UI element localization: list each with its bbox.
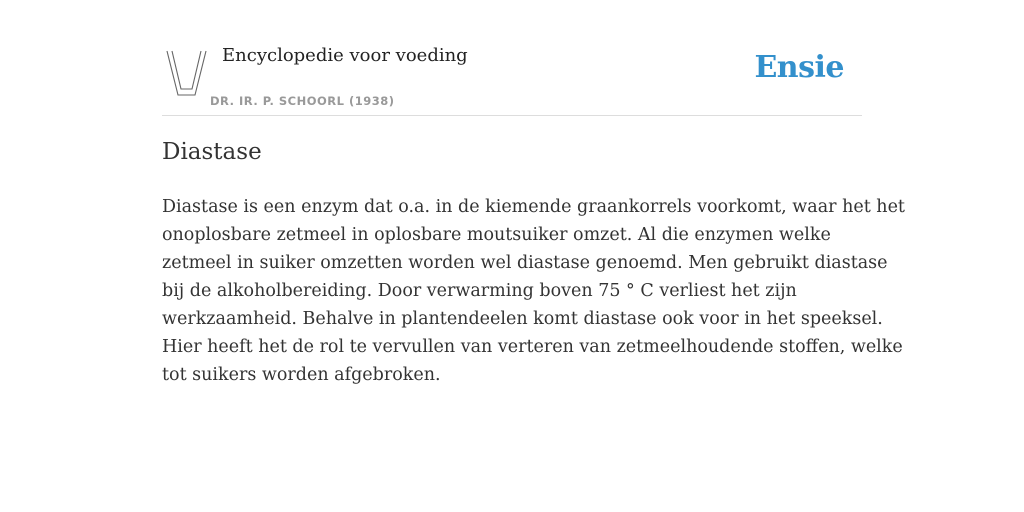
- entry-text-line: werkzaamheid. Behalve in plantendeelen komt diastase ook voor in het speeksel.: [162, 309, 883, 329]
- entry-text-line: Diastase is een enzym dat o.a. in de kiemende graankorrels voorkomt, waar het het: [162, 197, 905, 217]
- entry-text-line: zetmeel in suiker omzetten worden wel diastase genoemd. Men gebruikt diastase: [162, 253, 888, 273]
- entry-title: Diastase: [162, 139, 262, 165]
- v-logo-icon[interactable]: [166, 49, 208, 97]
- entry-text-line: tot suikers worden afgebroken.: [162, 365, 441, 385]
- entry-text-line: onoplosbare zetmeel in oplosbare moutsuiker omzet. Al die enzymen welke: [162, 225, 831, 245]
- publication-author: DR. IR. P. SCHOORL (1938): [210, 94, 395, 108]
- ensie-brand-link[interactable]: Ensie: [754, 50, 844, 85]
- page-header: [162, 40, 862, 116]
- entry-body: [162, 193, 905, 389]
- publication-title: Encyclopedie voor voeding: [222, 45, 468, 66]
- entry-text-line: bij de alkoholbereiding. Door verwarming boven 75 ° C verliest het zijn: [162, 281, 797, 301]
- entry-text-line: Hier heeft het de rol te vervullen van verteren van zetmeelhoudende stoffen, welke: [162, 337, 903, 357]
